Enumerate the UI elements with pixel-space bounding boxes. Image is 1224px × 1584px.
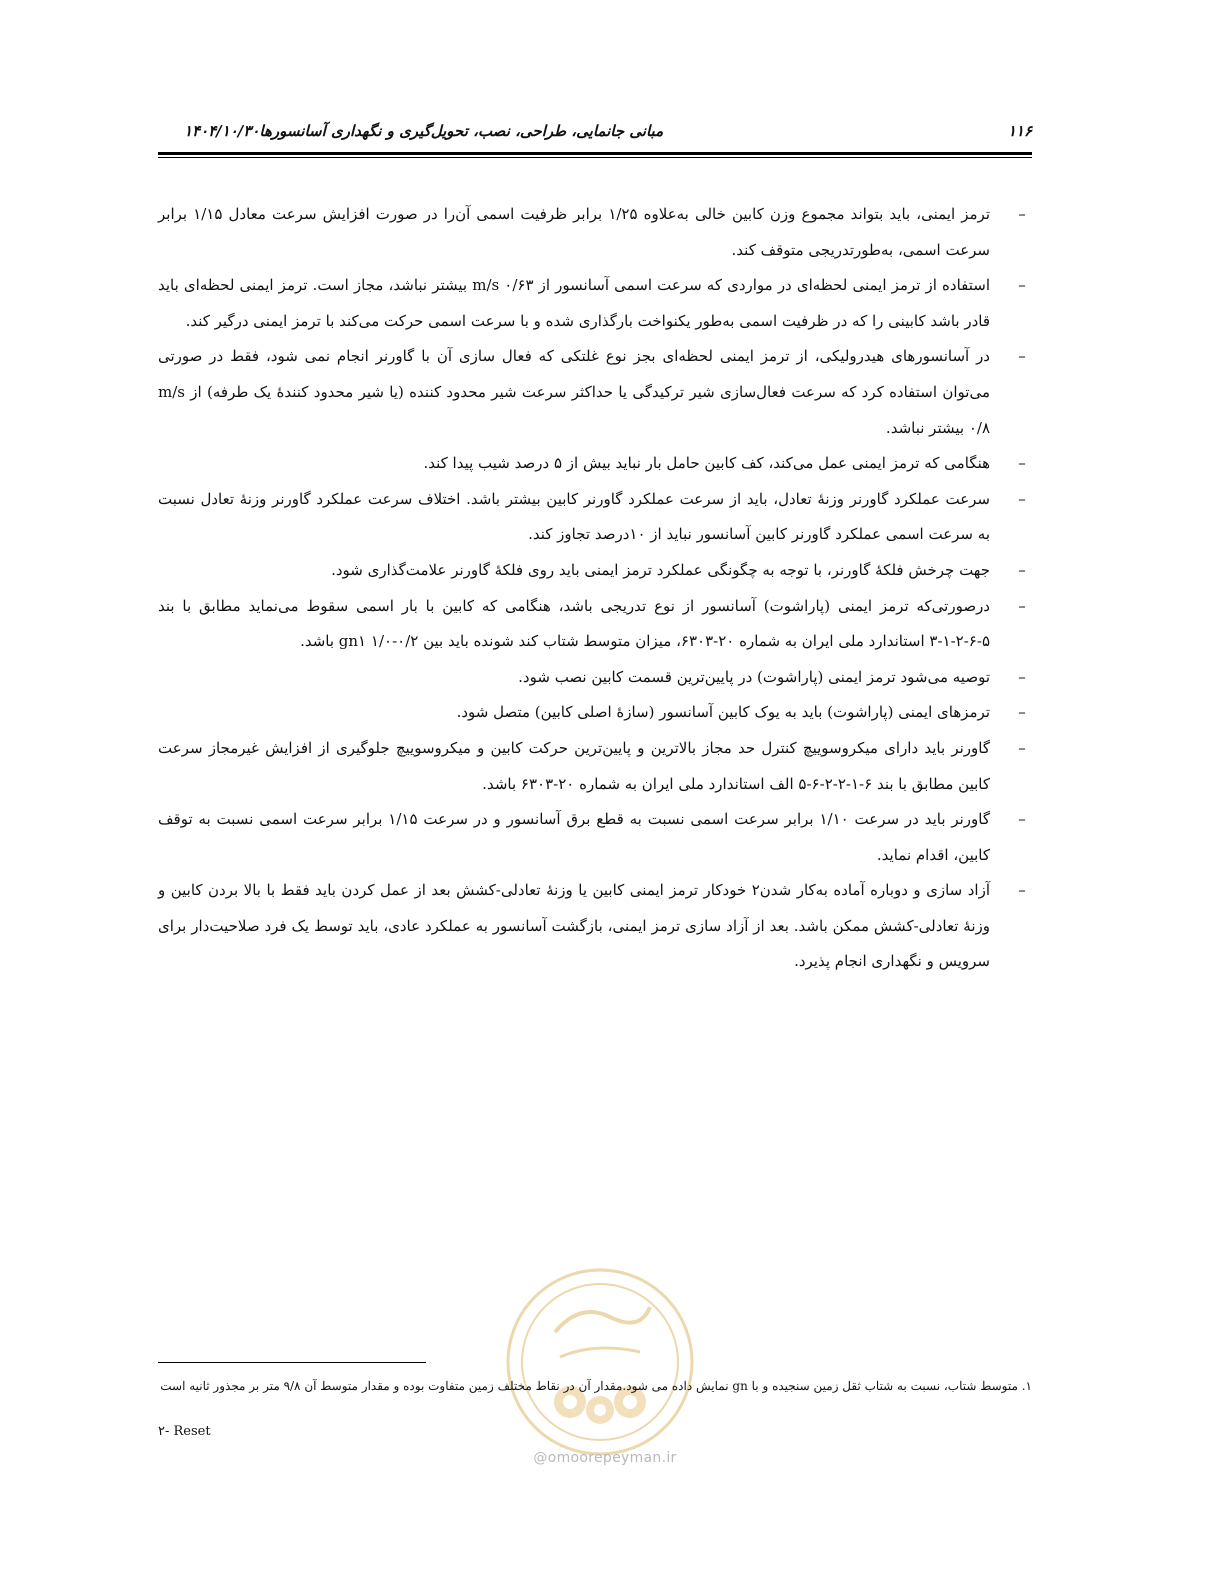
footnote-1: ۱. متوسط شتاب، نسبت به شتاب ثقل زمین سنجیده و با gn نمایش داده می شود.مقدار آن در نقاط مختلف زمین متفاوت بوده و مقدار متوسط آن ۹/۸ متر بر مجذور ثانیه است [160, 1379, 1032, 1393]
header-rule-thick [158, 152, 1032, 155]
footnote-rule [158, 1362, 426, 1363]
bullet-dash: – [1018, 703, 1026, 722]
watermark-logo-icon [500, 1262, 700, 1462]
body-content [158, 197, 1026, 980]
list-item [158, 802, 1032, 873]
bullet-dash: – [1018, 489, 1026, 508]
list-item [158, 873, 1032, 980]
list-item [158, 553, 1032, 589]
list-item-text: ترمزهای ایمنی (پاراشوت) باید به یوک کابین آسانسور (سازهٔ اصلی کابین) متصل شود. [456, 703, 990, 722]
bullet-dash: – [1018, 810, 1026, 829]
bullet-dash: – [1018, 347, 1026, 366]
list-item [158, 731, 1032, 802]
bullet-dash: – [1018, 738, 1026, 757]
list-item-text: گاورنر باید در سرعت ۱/۱۰ برابر سرعت اسمی نسبت به قطع برق آسانسور و در سرعت ۱/۱۵ برابر سرعت اسمی نسبت به توقف کابین، اقدام نماید. [158, 810, 991, 864]
list-item-text: آزاد سازی و دوباره آماده به‌کار شدن۲ خودکار ترمز ایمنی کابین یا وزنهٔ تعادلی-کشش بعد از عمل کردن باید فقط با بالا بردن کابین و وزنهٔ تعادلی-کشش ممکن باشد. بعد از آزاد سازی ترمز ایمنی، بازگشت آسانسور به عملکرد عادی، باید توسط یک فرد صلاحیت‌دار برای سرویس و نگهداری انجام پذیرد. [158, 881, 990, 971]
list-item [158, 660, 1032, 696]
list-item-text: جهت چرخش فلکهٔ گاورنر، با توجه به چگونگی عملکرد ترمز ایمنی باید روی فلکهٔ گاورنر علامت‌گذاری شود. [331, 560, 990, 579]
bullet-dash: – [1018, 560, 1026, 579]
bullet-dash: – [1018, 596, 1026, 615]
running-title [158, 122, 663, 140]
watermark-url: @omoorepeyman.ir [533, 1450, 677, 1466]
list-item [158, 695, 1032, 731]
page-number: ۱۱۶ [1007, 122, 1032, 140]
bullet-dash: – [1018, 454, 1026, 473]
header-date: ۱۴۰۴/۱۰/۳۰ [184, 122, 260, 140]
list-item-text: در آسانسورهای هیدرولیکی، از ترمز ایمنی لحظه‌ای بجز نوع غلتکی که فعال سازی آن با گاورنر انجام نمی شود، فقط در صورتی می‌توان استفاده کرد که سرعت فعال‌سازی شیر ترکیدگی یا حداکثر سرعت شیر محدود کننده (یا شیر محدود کنندهٔ یک طرفه) از m/s ۰/۸ بیشتر نباشد. [158, 347, 990, 437]
list-item [158, 197, 1032, 268]
header-rule-thin [158, 157, 1032, 158]
bullet-dash: – [1018, 881, 1026, 900]
list-item-text: استفاده از ترمز ایمنی لحظه‌ای در مواردی که سرعت اسمی آسانسور از m/s ۰/۶۳ بیشتر نباشد، مجاز است. ترمز ایمنی لحظه‌ای باید قادر باشد کابینی را که در ظرفیت اسمی به‌طور یکنواخت بارگذاری شده و با سرعت اسمی حرکت می‌کند با ترمز ایمنی درگیر کند. [158, 276, 990, 330]
list-item [158, 589, 1032, 660]
list-item-text: سرعت عملکرد گاورنر وزنهٔ تعادل، باید از سرعت عملکرد گاورنر کابین بیشتر باشد. اختلاف سرعت عملکرد گاورنر وزنهٔ تعادل نسبت به سرعت اسمی عملکرد گاورنر کابین آسانسور نباید از ۱۰درصد تجاوز کند. [158, 489, 990, 544]
list-item [158, 446, 1032, 482]
footnote-2: ۲- Reset [158, 1424, 211, 1439]
list-item-text: هنگامی که ترمز ایمنی عمل می‌کند، کف کابین حامل بار نباید بیش از ۵ درصد شیب پیدا کند. [423, 454, 990, 473]
list-item-text: توصیه می‌شود ترمز ایمنی (پاراشوت) در پایین‌ترین قسمت کابین نصب شود. [518, 667, 990, 686]
bullet-dash: – [1018, 667, 1026, 686]
list-item [158, 339, 1032, 446]
bullet-list [158, 197, 1026, 980]
page-header [158, 118, 1032, 144]
book-title: مبانی جانمایی، طراحی، نصب، تحویل‌گیری و نگهداری آسانسورها [259, 122, 664, 140]
bullet-dash: – [1018, 276, 1026, 295]
bullet-dash: – [1018, 205, 1026, 223]
list-item-text: ترمز ایمنی، باید بتواند مجموع وزن کابین خالی به‌علاوه ۱/۲۵ برابر ظرفیت اسمی آن‌را در صورت افزایش سرعت معادل ۱/۱۵ برابر سرعت اسمی، به‌طورتدریجی متوقف کند. [158, 205, 991, 259]
list-item [158, 268, 1032, 339]
list-item [158, 482, 1032, 553]
list-item-text: درصورتی‌که ترمز ایمنی (پاراشوت) آسانسور از نوع تدریجی باشد، هنگامی که کابین با بار اسمی سقوط می‌نماید مطابق با بند ۵-۶-۲-۱-۳ استاندارد ملی ایران به شماره ۲۰-۶۳۰۳، میزان متوسط شتاب کند شونده باید بین ۰/۲-۱/۰ gn۱ باشد. [158, 596, 990, 651]
list-item-text: گاورنر باید دارای میکروسوییچ کنترل حد مجاز بالاترین و پایین‌ترین حرکت کابین و میکروسوییچ جلوگیری از افزایش غیرمجاز سرعت کابین مطابق با بند ۶-۱-۲-۲-۶-۵ الف استاندارد ملی ایران به شماره ۲۰-۶۳۰۳ باشد. [158, 738, 990, 793]
